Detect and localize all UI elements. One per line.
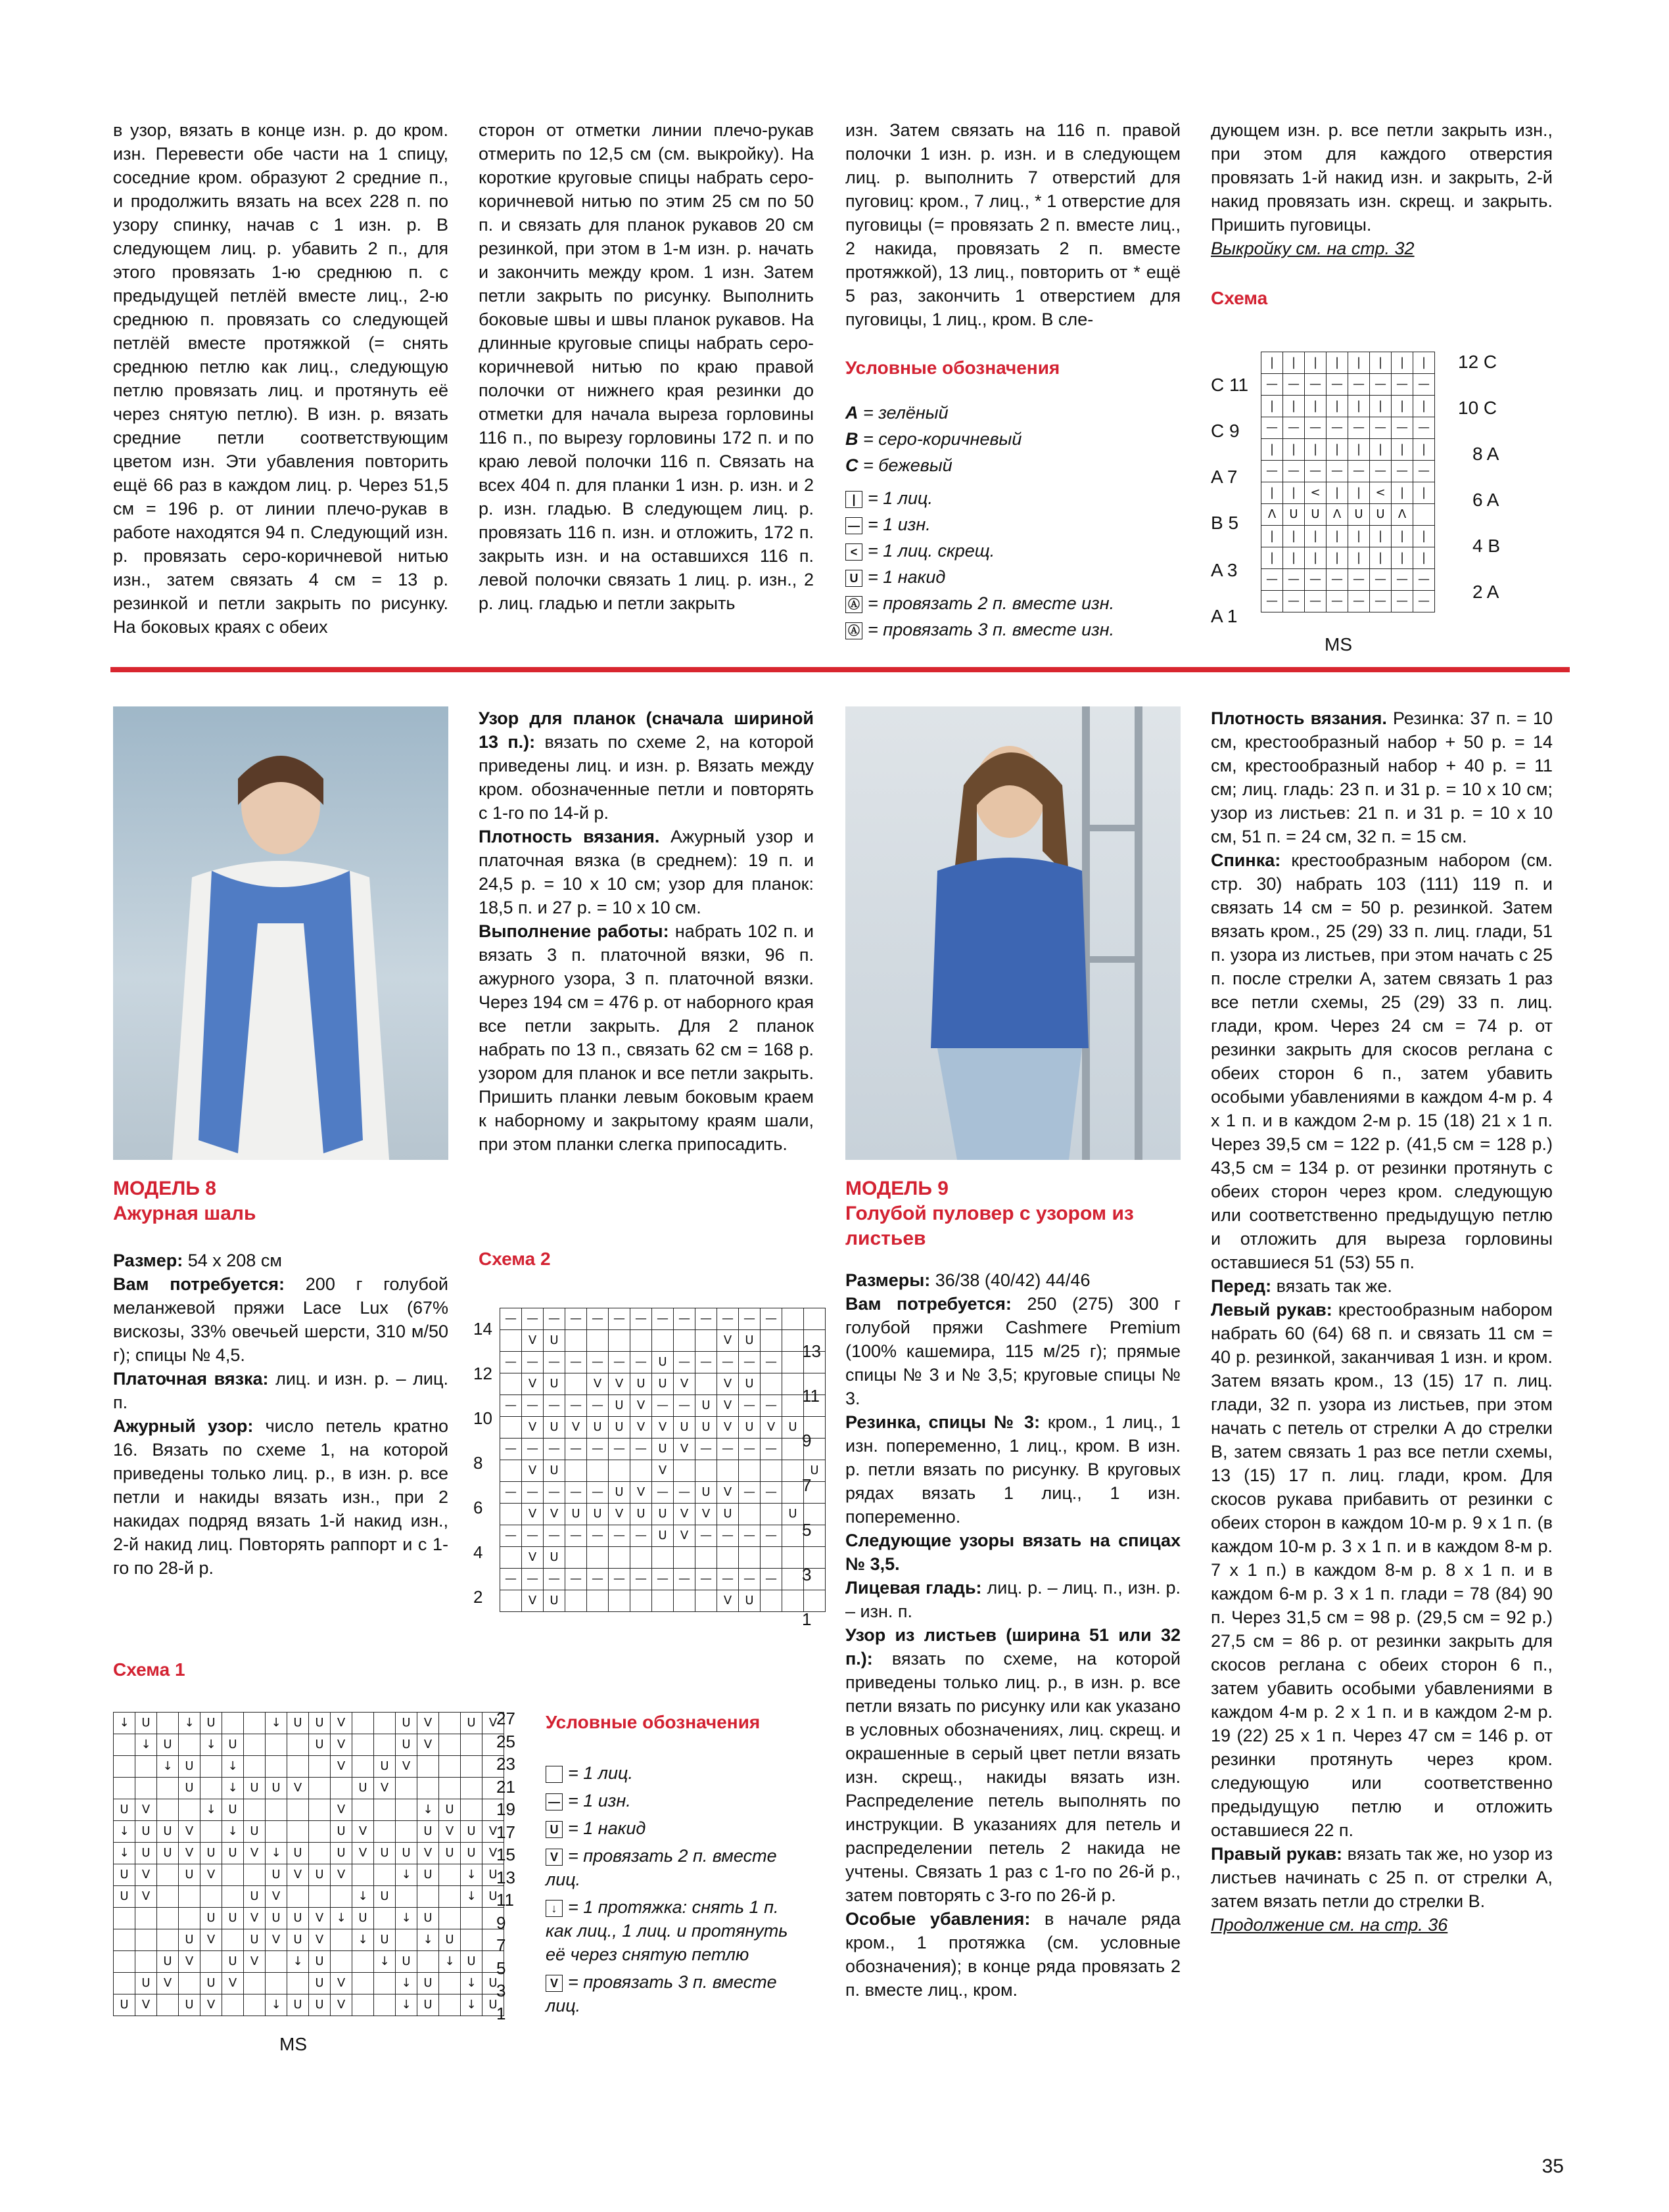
top-col2: сторон от отметки линии плечо-рукав отмерить по 12,5 см (см. выкройку). На короткие круговые спицы набрать серо-коричневой нитью по этим 25 см по 50 п. и связать для планок рукавов 20 см резинкой, при этом в 1-м изн. р. начать и закончить между кром. 1 изн. Затем петли закрыть по рисунку. Выполнить боковые швы и швы планок рукавов. На длинные круговые спицы набрать серо-коричневой нитью по краю правой полочки от нижнего края резинки до отметки для начала выреза горловины 116 п., по вырезу горловины 172 п. и по краю левой полочки 116 п. Связать на всех 404 п. для планки 1 изн. р. изн. и 2 р. изн. гладью. В следующем лиц. р. провязать 116 п. изн. и отложить, 172 п. закрыть изн. и на оставшихся 116 п. левой полочки связать 1 лиц. р. изн., 2 р. лиц. гладью и петли закрыть: [479, 120, 814, 613]
schema2-right-labels: 13 11 9 7 5 3 1: [802, 1341, 821, 1629]
continuation-link[interactable]: Продолжение см. на стр. 36: [1211, 1915, 1448, 1935]
legend-title: Условные обозначения: [845, 357, 1060, 378]
top-schema-grid: | | | | | | | | — — — — — — — — | | | | | | | | — — — — — — — — | | | | | | | | — — — — — — — — | | < | | < | | Λ U U Λ U U Λ | | | | | | | | | | | | | | | | — — — — — — — — — — — — — — — —: [1261, 352, 1435, 612]
model8-photo-illustration: [113, 706, 448, 1160]
model8-col2: Узор для планок (сначала шириной 13 п.): вязать по схеме 2, на которой приведены лиц. и изн. р. Вязать между кром. обозначенные петли и повторять с 1-го по 14-й р. Плотность вязания. Ажурный узор и платочная вязка (в среднем): 19 п. и 24,5 р. = 10 х 10 см; узор для планок: 18,5 п. и 27 р. = 10 х 10 см. Выполнение работы: набрать 102 п. и вязать 3 п. платочной вязки, 96 п. ажурного узора, 3 п. платочной вязки. Через 194 см = 476 р. от наборного края все петли закрыть. Для 2 планок набрать по 13 п., связать 62 см = 168 р. узором для планок и все петли закрыть. Пришить планки левым боковым краем к наборному и закрытому краям шали, при этом планки слегка припосадить.: [479, 708, 814, 1154]
symbol-legend: | = 1 лиц. — = 1 изн. < = 1 лиц. скрещ. U = 1 накид Ⓐ = провязать 2 п. вместе изн. Ⓐ = провязать 3 п. вместе изн.: [845, 485, 1181, 643]
model9-title: МОДЕЛЬ 9: [845, 1178, 949, 1199]
top-col1: в узор, вязать в конце изн. р. до кром. изн. Перевести обе части на 1 спицу, соседние кром. образуют 2 средние п., и продолжить вязать на всех 228 п. по узору спинку, начав с 1 изн. р. В следующем лиц. р. убавить 2 п., для этого провязать 1-ю среднюю п. с предыдущей петлёй вместе лиц., 2-ю среднюю п. провязать со следующей петлёй вместе протяжкой (= снять среднюю петлю как лиц., следующую петлю провязать лиц. и протянуть её через снятую петлю). В изн. р. вязать средние петли соответствующим цветом изн. Эти убавления повторить ещё 66 раз в каждом лиц. р. Через 51,5 см = 196 р. от линии плечо-рукав в работе находятся 94 п. Следующий изн. р. провязать серо-коричневой нитью изн., затем связать 4 см = 13 р. резинкой и петли закрыть по рисунку. На боковых краях с обеих: [113, 120, 448, 637]
color-legend: A = зелёный B = серо-коричневый C = бежевый: [845, 403, 1022, 475]
model8-title: МОДЕЛЬ 8: [113, 1178, 216, 1199]
model8-subtitle: Ажурная шаль: [113, 1203, 256, 1224]
page-number: 35: [1541, 2155, 1564, 2177]
model9-col3: Размеры: 36/38 (40/42) 44/46 Вам потребуется: 250 (275) 300 г голубой пряжи Cashmere Premium (100% кашемира, 115 м/25 г); прямые спицы № 3 и № 3,5; круговые спицы № 3. Резинка, спицы № 3: кром., 1 лиц., 1 изн. попеременно, 1 лиц., кром. В изн. р. петли вязать по рисунку. В круговых рядах вязать 1 лиц., 1 изн. попеременно. Следующие узоры вязать на спицах № 3,5. Лицевая гладь: лиц. р. – лиц. п., изн. р. – изн. п. Узор из листьев (ширина 51 или 32 п.): вязать по схеме, на которой приведены только лиц. р., в изн. р. все петли вязать по рисунку или как указано в условных обозначениях, лиц. скрещ. и окрашенные в серый цвет петли вязать изн. скрещ., накиды вязать изн. Распределение петель выполнять по инструкции. В указаниях для петель и распределении петель 2 накида не учтены. Связать 1 раз с 1-го по 26-й р., затем повторять с 3-го по 26-й р. Особые убавления: в начале ряда кром., 1 протяжка (см. условные обозначения); в конце ряда провязать 2 п. вместе лиц., кром.: [845, 1270, 1181, 2000]
section-divider: [110, 667, 1570, 672]
model9-subtitle: Голубой пуловер с узором из листьев: [845, 1203, 1134, 1249]
schema2-grid: — — — — — — — — — — — — — V U V U — — — — — — — U — — — — — V U V V U U V V U — — — — — U V — — U V — — V U V U U V V U U V U V U — — — — — — — U V — — — — V U V U — — — — — U V — — U V — — V V U U V U U V V U U — — — — — — — U V — — — — V U — — — — — — — — — — — — — V U V U: [500, 1308, 826, 1612]
schema-title: Схема: [1211, 288, 1268, 308]
model8-photo: [113, 706, 448, 1160]
model9-photo-illustration: [845, 706, 1181, 1160]
top-col3: изн. Затем связать на 116 п. правой полочки 1 изн. р. изн. и в следующем лиц. р. выполнить 7 отверстий для пуговиц: кром., 7 лиц., * 1 отверстие для пуговицы (= провязать 2 п. вместе лиц., 2 накида, провязать 2 п. вместе протяжкой), 13 лиц., повторить от * ещё 5 раз, закончить 1 отверстием для пуговицы, 1 лиц., кром. В сле- Условные обозначения A = зелёный B = серо-коричневый C = бежевый | = 1 лиц. — = 1 изн. < = 1 лиц. скрещ. U = 1 накид Ⓐ = провязать 2 п. вместе изн. Ⓐ = провязать 3 п. вместе изн.: [845, 118, 1181, 643]
schema1-grid: ↓ U ↓ U ↓ U U V U V U V ↓ U ↓ U U V U V ↓ U ↓ V U V U ↓ U U V U V U V ↓ U V ↓ U ↓ U U V ↓ U U V U V U V ↓ U U V U U V ↓ U U V U U V U U V U V U V U V U V ↓ U ↓ U U V U V ↓ U ↓ U U U V U U V ↓ U ↓ U U V U V U V ↓ U ↓ U U V U V ↓ U ↓ U ↓ U U V U V U V ↓ U ↓ U U V U V ↓ U U V ↓ U ↓ U: [113, 1712, 504, 2016]
model9-photo: [845, 706, 1181, 1160]
model8-legend: = 1 лиц. — = 1 изн. U = 1 накид V = провязать 2 п. вместе лиц. ↓ = 1 протяжка: снять 1 п. как лиц., 1 лиц. и протянуть её через снятую петлю V = провязать 3 п. вместе лиц.: [546, 1763, 788, 2016]
schema1-title: Схема 1: [113, 1659, 185, 1680]
model8-legend-title: Условные обозначения: [546, 1712, 761, 1732]
schema2-title: Схема 2: [479, 1249, 551, 1269]
model9-col4: Плотность вязания. Резинка: 37 п. = 10 см, крестообразный набор + 50 р. = 14 см, крестообразный набор + 40 р. = 11 см; лиц. гладь: 23 п. и 31 р. = 10 х 10 см; узор из листьев: 21 п. и 31 р. = 10 х 10 см, 51 п. = 24 см, 32 п. = 15 см. Спинка: крестообразным набором (см. стр. 30) набрать 103 (111) 119 п. и связать 14 см = 50 р. резинкой. Затем вязать кром., 25 (29) 33 п. лиц. глади, 51 п. узора из листьев, при этом начать с 25 п. после стрелки А, затем связать 1 раз все петли схемы, 25 (29) 33 п. лиц. глади, кром. Через 24 см = 74 р. от резинки закрыть для скосов реглана с обеих сторон 6 п., затем убавить особыми убавлениями в каждом 4-м р. 4 х 1 п. и в каждом 2-м р. 15 (18) 21 х 1 п. Через 39,5 см = 122 р. (41,5 см = 128 р.) 43,5 см = 134 р. от резинки протянуть с обеих сторон через кром. следующую или соответственно предыдущую петлю и отложить для выреза горловины оставшиеся 51 (53) 55 п. Перед: вязать так же. Левый рукав: крестообразным набором набрать 60 (64) 68 п. и связать 11 см = 40 р. резинкой, заканчивая 1 изн. и кром. Затем вязать кром., 13 (15) 17 п. лиц. глади, 32 п. узора из листьев, при этом начать с петель от стрелки А до стрелки В, затем связать 1 раз все петли схемы, 13 (15) 17 п. лиц. глади, кром. Для скосов рукава прибавить от резинки с обеих сторон в каждом 10-м р. 9 х 1 п. (в каждом 10-м р. 3 х 1 п. и в каждом 8-м р. 7 х 1 п.) в каждом 8-м р. 8 х 1 п. и в каждом 6-м р. 3 х 1 п. глади = 78 (84) 90 п. Через 31,5 см = 98 р. (29,5 см = 92 р.) 27,5 см = 86 р. от резинки закрыть для скосов реглана с обеих сторон 6 п., затем убавить особыми убавлениями в каждом 4-м р. 2 х 1 п. и в каждом 2-м р. 19 (22) 25 х 1 п. Через 47 см = 146 р. от резинки протянуть через кром. следующую или соответственно предыдущую петлю и отложить оставшиеся 22 п. Правый рукав: вязать так же, но узор из листьев начинать с 25 п. от стрелки А, затем вязать петли до стрелки В. Продолжение см. на стр. 36: [1211, 706, 1553, 1937]
model8-col1: Размер: 54 х 208 см Вам потребуется: 200 г голубой меланжевой пряжи Lace Lux (67% вискозы, 33% овечьей шерсти, 310 м/50 г); спицы № 4,5. Платочная вязка: лиц. и изн. р. – лиц. п. Ажурный узор: число петель кратно 16. Вязать по схеме 1, на которой приведены только лиц. р., в изн. р. все петли и накиды вязать изн., при 2 накидах подряд вязать 1-й накид изн., 2-й накид лиц. Повторять раппорт и с 1-го по 28-й р.: [113, 1251, 449, 1578]
pattern-link[interactable]: Выкройку см. на стр. 32: [1211, 239, 1415, 258]
schema1-row-labels: 27 25 23 21 19 17 15 13 11 9 7 5 3 1: [496, 1709, 515, 2023]
schema2-left-labels: 14 12 10 8 6 4 2: [473, 1319, 492, 1607]
top-col4: дующем изн. р. все петли закрыть изн., при этом для каждого отверстия провязать 1-й накид изн. и закрыть, 2-й накид провязать изн. скрещ. и закрыть. Пришить пуговицы. Выкройку см. на стр. 32 Схема: [1211, 118, 1553, 310]
